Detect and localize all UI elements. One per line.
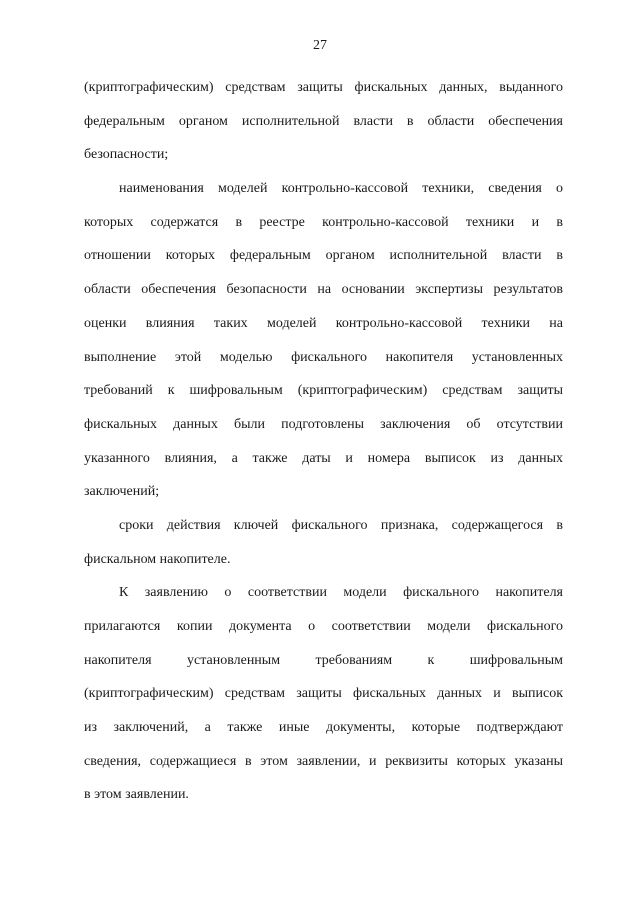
text-line: К заявлению о соответствии модели фискального накопителя [119, 585, 563, 601]
text-line: (криптографическим) средствам защиты фискальных данных, выданного [84, 80, 563, 95]
text-line: в этом заявлении. [84, 787, 189, 803]
text-line: требований к шифровальным (криптографическим) средствам защиты [84, 383, 563, 399]
page-number: 27 [313, 38, 327, 53]
text-line: выполнение этой моделью фискального накопителя установленных [84, 349, 563, 365]
text-line: фискальном накопителе. [84, 551, 231, 567]
text-line: федеральным органом исполнительной власти в области обеспечения [84, 113, 563, 129]
text-line: фискальных данных были подготовлены заключения об отсутствии [84, 416, 563, 432]
text-line: области обеспечения безопасности на основании экспертизы результатов [84, 282, 563, 298]
document-body [84, 76, 563, 817]
text-line: наименования моделей контрольно-кассовой техники, сведения о [119, 181, 563, 197]
text-line: отношении которых федеральным органом исполнительной власти в [84, 248, 563, 264]
text-line: указанного влияния, а также даты и номера выписок из данных [84, 450, 563, 466]
text-line: прилагаются копии документа о соответствии модели фискального [84, 619, 563, 634]
text-line: сведения, содержащиеся в этом заявлении, и реквизиты которых указаны [84, 753, 563, 769]
text-line: оценки влияния таких моделей контрольно-кассовой техники на [84, 315, 563, 331]
text-line: сроки действия ключей фискального признака, содержащегося в [119, 517, 563, 533]
text-line: накопителя установленным требованиям к шифровальным [84, 652, 563, 668]
text-line: которых содержатся в реестре контрольно-кассовой техники и в [84, 214, 563, 230]
text-line: (криптографическим) средствам защиты фискальных данных и выписок [84, 686, 563, 702]
text-line: заключений; [84, 484, 160, 500]
text-line: из заключений, а также иные документы, которые подтверждают [84, 720, 563, 736]
text-line: безопасности; [84, 147, 169, 163]
